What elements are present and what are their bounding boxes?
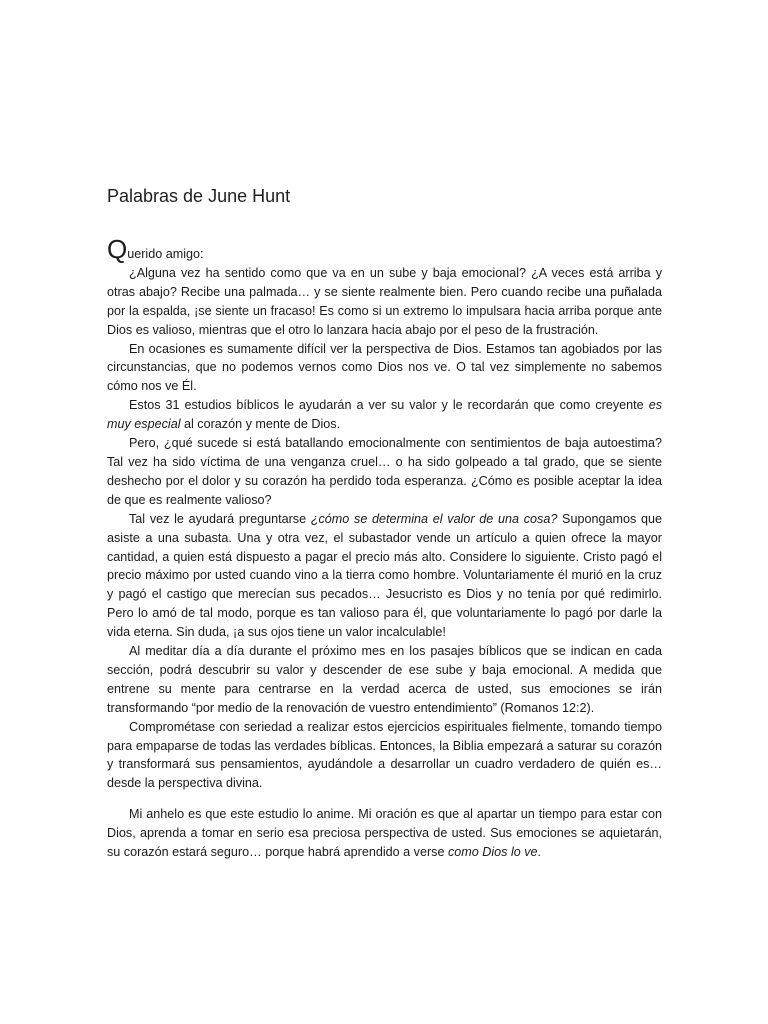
paragraph-8 — [107, 805, 662, 862]
paragraph-2: En ocasiones es sumamente difícil ver la perspectiva de Dios. Estamos tan agobiados por las circunstancias, que no podemos vernos como Dios nos ve. O tal vez simplemente no sabemos cómo nos ve Él. — [107, 341, 662, 394]
paragraph-5-text-after: Supongamos que asiste a una subasta. Una y otra vez, el subastador vende un artículo a quien ofrece la mayor cantidad, a quien está dispuesto a pagar el precio más alto. Considere lo siguiente. Cristo pagó el precio máximo por usted cuando vino a la tierra como hombre. Voluntariamente él murió en la cruz y pagó el castigo que merecían sus pecados… Jesucristo es Dios y no tenía por qué redimirlo. Pero lo amó de tal modo, porque es tan valioso para él, que voluntariamente lo pagó por darle la vida eterna. Sin duda, ¡a sus ojos tiene un valor incalculable! — [107, 511, 663, 640]
salutation-text: uerido amigo: — [127, 247, 204, 261]
letter-body — [107, 234, 663, 862]
paragraph-8-text-after: . — [537, 845, 542, 860]
paragraph-5-text-before: Tal vez le ayudará preguntarse — [129, 511, 311, 526]
page-title: Palabras de June Hunt — [107, 186, 291, 206]
paragraph-4: Pero, ¿qué sucede si está batallando emocionalmente con sentimientos de baja autoestima? Tal vez ha sido víctima de una venganza cruel… o ha sido golpeado a tal grado, que se siente deshecho por el dolor y su corazón ha perdido toda esperanza. ¿Cómo es posible aceptar la idea de que es realmente valioso? — [107, 436, 662, 507]
salutation — [107, 234, 662, 264]
paragraph-7: Comprométase con seriedad a realizar estos ejercicios espirituales fielmente, tomando tiempo para empaparse de todas las verdades bíblicas. Entonces, la Biblia empezará a saturar su corazón y transformará sus pensamientos, ayudándole a desarrollar un cuadro verdadero de quién es… desde la perspectiva divina. — [107, 719, 662, 791]
paragraph-8-text-before: Mi anhelo es que este estudio lo anime. Mi oración es que al apartar un tiempo para estar con Dios, aprenda a tomar en serio esa preciosa perspectiva de usted. Sus emociones se aquietarán, su corazón estará seguro… porque habrá aprendido a verse — [107, 807, 662, 860]
drop-cap: Q — [107, 234, 128, 264]
paragraph-1: ¿Alguna vez ha sentido como que va en un sube y baja emocional? ¿A veces está arriba y otras abajo? Recibe una palmada… y se siente realmente bien. Pero cuando recibe una puñalada por la espalda, ¡se siente un fracaso! Es como si un extremo lo impulsara hacia arriba porque ante Dios es valioso, mientras que el otro lo lanzara hacia abajo por el peso de la frustración. — [107, 265, 662, 337]
paragraph-3-emphasis: es muy especial — [107, 398, 662, 432]
paragraph-5 — [107, 510, 662, 642]
paragraph-3-text-before: Estos 31 estudios bíblicos le ayudarán a ver su valor y le recordarán que como creyente — [129, 398, 649, 413]
paragraph-3-text-after: al corazón y mente de Dios. — [180, 417, 341, 432]
paragraph-3 — [107, 396, 662, 434]
paragraph-8-emphasis: como Dios lo ve — [447, 845, 538, 860]
paragraph-6: Al meditar día a día durante el próximo mes en los pasajes bíblicos que se indican en cada sección, podrá descubrir su valor y descender de ese sube y baja emocional. A medida que entrene su mente para centrarse en la verdad acerca de usted, sus emociones se irán transformando “por medio de la renovación de vuestro entendimiento” (Romanos 12:2). — [107, 644, 662, 715]
paragraph-5-emphasis: ¿cómo se determina el valor de una cosa? — [310, 511, 558, 526]
